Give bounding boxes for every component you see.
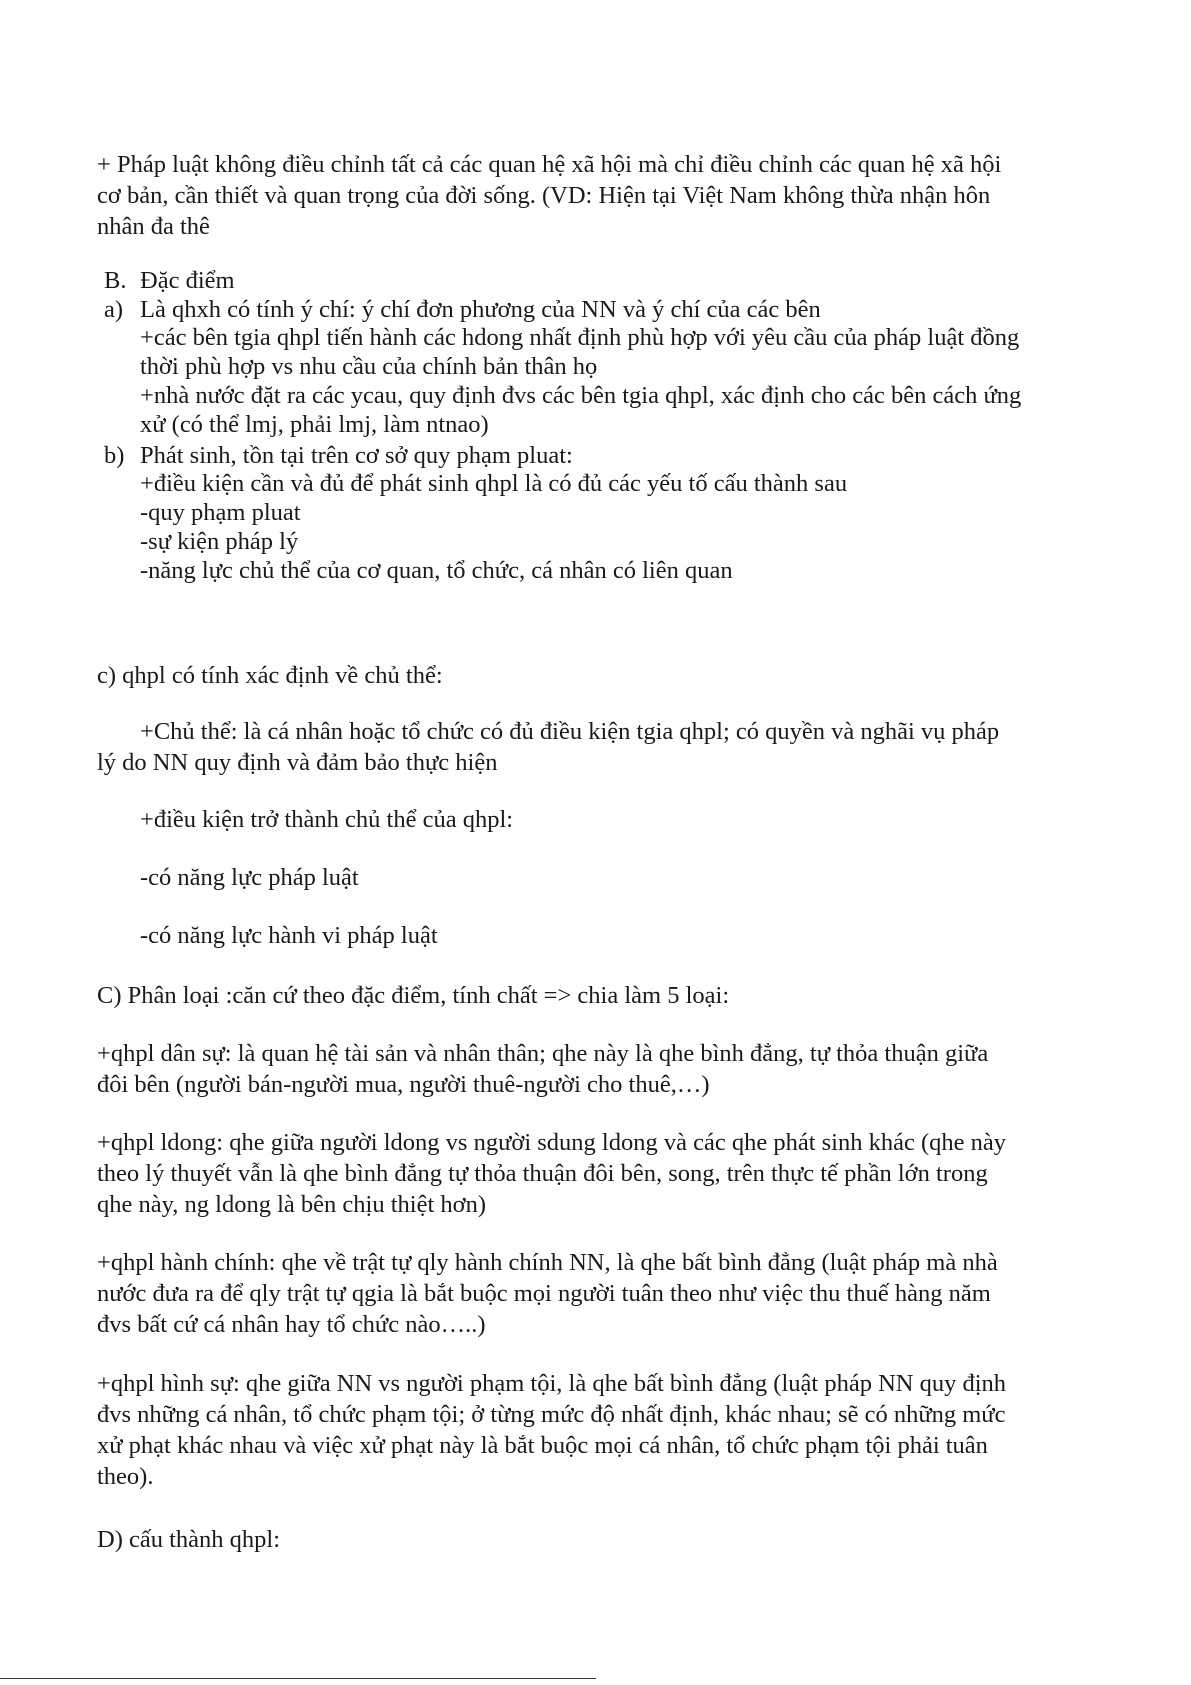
text-line: theo lý thuyết vẫn là qhe bình đẳng tự thỏa thuận đôi bên, song, trên thực tế phần lớn trong [97,1160,988,1187]
text-line: +qhpl dân sự: là quan hệ tài sản và nhân thân; qhe này là qhe bình đẳng, tự thỏa thuận giữa [97,1040,989,1067]
text-line: lý do NN quy định và đảm bảo thực hiện [97,749,498,776]
item-b-body [140,469,1130,585]
criminal-relation-paragraph [97,1368,1127,1492]
text-line: theo). [97,1463,154,1490]
condition-item: -có năng lực hành vi pháp luật [140,922,438,949]
labor-relation-paragraph [97,1127,1127,1220]
footer-rule [0,1678,596,1679]
text-line: đôi bên (người bán-người mua, người thuê-người cho thuê,…) [97,1071,710,1098]
list-marker: b) [104,442,125,469]
item-heading: Phát sinh, tồn tại trên cơ sở quy phạm pluat: [140,442,573,469]
item-heading: Là qhxh có tính ý chí: ý chí đơn phương của NN và ý chí của các bên [140,296,821,323]
text-line: +điều kiện cần và đủ để phát sinh qhpl là có đủ các yếu tố cấu thành sau [140,470,848,497]
text-line: +qhpl hình sự: qhe giữa NN vs người phạm tội, là qhe bất bình đẳng (luật pháp NN quy định [97,1370,1007,1397]
condition-heading: +điều kiện trở thành chủ thể của qhpl: [140,806,514,833]
section-c-heading: c) qhpl có tính xác định về chủ thể: [97,662,443,689]
condition-item: -có năng lực pháp luật [140,864,359,891]
item-a-body [140,323,1130,439]
text-line: -sự kiện pháp lý [140,528,299,555]
text-line: -quy phạm pluat [140,499,301,526]
text-line: +qhpl ldong: qhe giữa người ldong vs người sdung ldong và các qhe phát sinh khác (qhe này [97,1129,1007,1156]
text-line: + Pháp luật không điều chỉnh tất cả các quan hệ xã hội mà chỉ điều chỉnh các quan hệ xã hội [97,151,1002,178]
text-line: đvs những cá nhân, tổ chức phạm tội; ở từng mức độ nhất định, khác nhau; sẽ có những mức [97,1401,1006,1428]
text-line: +Chủ thể: là cá nhân hoặc tổ chức có đủ điều kiện tgia qhpl; có quyền và nghãi vụ pháp [140,718,1000,745]
section-heading: Đặc điểm [140,267,235,294]
intro-paragraph [97,149,1127,242]
text-line: nhân đa thê [97,213,210,240]
subject-paragraph [97,716,1127,778]
text-line: xử (có thể lmj, phải lmj, làm ntnao) [140,411,489,438]
administrative-relation-paragraph [97,1247,1127,1340]
text-line: -năng lực chủ thể của cơ quan, tổ chức, cá nhân có liên quan [140,557,733,584]
civil-relation-paragraph [97,1038,1127,1100]
list-marker: B. [104,267,127,294]
text-line: nước đưa ra để qly trật tự qgia là bắt buộc mọi người tuân theo như việc thu thuế hàng năm [97,1280,991,1307]
text-line: qhe này, ng ldong là bên chịu thiệt hơn) [97,1191,486,1218]
section-d-heading: D) cấu thành qhpl: [97,1526,281,1553]
classification-heading: C) Phân loại :căn cứ theo đặc điểm, tính chất => chia làm 5 loại: [97,982,730,1009]
text-line: cơ bản, cần thiết và quan trọng của đời sống. (VD: Hiện tại Việt Nam không thừa nhận hôn [97,182,991,209]
text-line: thời phù hợp vs nhu cầu của chính bản thân họ [140,353,598,380]
text-line: đvs bất cứ cá nhân hay tổ chức nào…..) [97,1311,486,1338]
text-line: +các bên tgia qhpl tiến hành các hdong nhất định phù hợp với yêu cầu của pháp luật đồng [140,324,1020,351]
list-marker: a) [104,296,124,323]
text-line: +nhà nước đặt ra các ycau, quy định đvs các bên tgia qhpl, xác định cho các bên cách ứng [140,382,1022,409]
text-line: +qhpl hành chính: qhe về trật tự qly hành chính NN, là qhe bất bình đẳng (luật pháp mà nhà [97,1249,998,1276]
text-line: xử phạt khác nhau và việc xử phạt này là bắt buộc mọi cá nhân, tổ chức phạm tội phải tuân [97,1432,988,1459]
